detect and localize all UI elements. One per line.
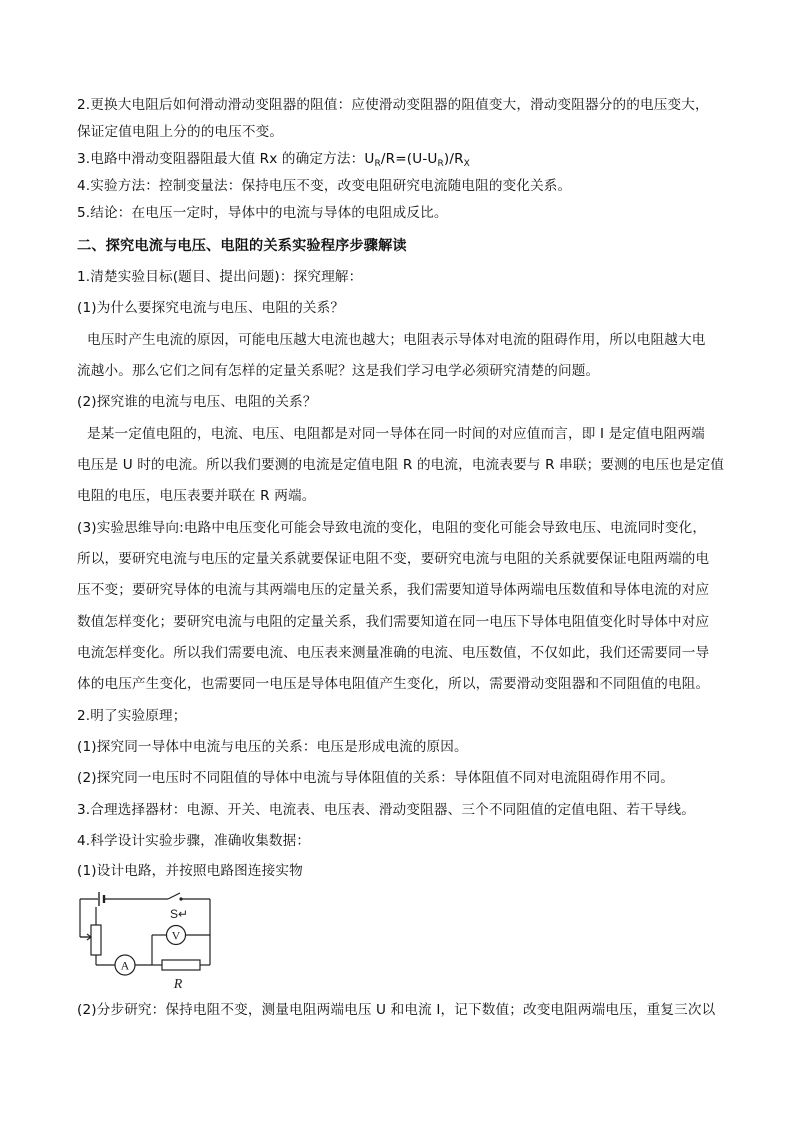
paragraph-line: 2.明了实验原理； xyxy=(77,708,187,724)
battery-icon xyxy=(99,892,104,906)
paragraph-line: 电压是 U 时的电流。所以我们要测的电流是定值电阻 R 的电流，电流表要与 R 串联；要测的电压也是定值 xyxy=(77,457,725,473)
rheostat-icon xyxy=(80,925,101,955)
paragraph-line: (3)实验思维导向:电路中电压变化可能会导致电流的变化，电阻的变化可能会导致电压、电流同时变化， xyxy=(77,520,707,536)
paragraph-line: (1)设计电路，并按照电路图连接实物 xyxy=(77,863,303,879)
switch-contact-icon xyxy=(179,897,182,900)
paragraph-line: 电压时产生电流的原因，可能电压越大电流也越大；电阻表示导体对电流的阻碍作用，所以电阻越大电 xyxy=(87,332,706,348)
paragraph-line: 4.实验方法：控制变量法：保持电压不变，改变电阻研究电流随电阻的变化关系。 xyxy=(77,178,572,194)
paragraph-line: 1.清楚实验目标(题目、提出问题)：探究理解： xyxy=(77,269,363,285)
circuit-diagram xyxy=(70,887,220,995)
paragraph-line: 5.结论：在电压一定时，导体中的电流与导体的电阻成反比。 xyxy=(77,205,448,221)
paragraph-line: 保证定值电阻上分的的电压不变。 xyxy=(77,124,284,140)
paragraph-line: 体的电压产生变化，也需要同一电压是导体电阻值产生变化，所以，需要滑动变阻器和不同阻值的电阻。 xyxy=(77,676,710,692)
paragraph-line: 4.科学设计实验步骤，准确收集数据： xyxy=(77,833,311,849)
paragraph-line: 3.合理选择器材：电源、开关、电流表、电压表、滑动变阻器、三个不同阻值的定值电阻、若干导线。 xyxy=(77,802,695,818)
paragraph-line: 所以，要研究电流与电压的定量关系就要保证电阻不变，要研究电流与电阻的关系就要保证电阻两端的电 xyxy=(77,551,710,567)
paragraph-line: 电阻的电压，电压表要并联在 R 两端。 xyxy=(77,488,316,504)
paragraph-line: (2)探究谁的电流与电压、电阻的关系？ xyxy=(77,394,317,410)
paragraph-line: (1)探究同一导体中电流与电压的关系：电压是形成电流的原因。 xyxy=(77,739,468,755)
paragraph-line: (2)分步研究：保持电阻不变，测量电阻两端电压 U 和电流 I，记下数值；改变电阻两端电压，重复三次以 xyxy=(77,1002,716,1018)
paragraph-line: 数值怎样变化；要研究电流与电阻的定量关系，我们需要知道在同一电压下导体电阻值变化时导体中对应 xyxy=(77,614,710,630)
voltmeter-label: V xyxy=(171,928,181,943)
paragraph-line: 流越小。那么它们之间有怎样的定量关系呢？这是我们学习电学必须研究清楚的问题。 xyxy=(77,363,600,379)
ammeter-label: A xyxy=(120,958,130,973)
paragraph-line: 是某一定值电阻的，电流、电压、电阻都是对同一导体在同一时间的对应值而言，即 I 是定值电阻两端 xyxy=(87,426,705,442)
paragraph-line: (2)探究同一电压时不同阻值的导体中电流与导体阻值的关系：导体阻值不同对电流阻碍作用不同。 xyxy=(77,770,674,786)
formula-line: 3.电路中滑动变阻器阻最大值 Rx 的确定方法：$U_R/R=(U-U_R)/R_X$ xyxy=(77,151,470,169)
resistor-icon xyxy=(162,960,200,970)
paragraph-line: 2.更换大电阻后如何滑动滑动变阻器的阻值：应使滑动变阻器的阻值变大，滑动变阻器分的的电压变大， xyxy=(77,97,709,113)
section-heading: 二、探究电流与电压、电阻的关系实验程序步骤解读 xyxy=(77,238,407,254)
resistor-label: R xyxy=(173,977,183,992)
paragraph-line: 压不变；要研究导体的电流与其两端电压的定量关系，我们需要知道导体两端电压数值和导体电流的对应 xyxy=(77,582,710,598)
paragraph-line: (1)为什么要探究电流与电压、电阻的关系？ xyxy=(77,300,345,316)
switch-label: S↵ xyxy=(170,907,189,921)
paragraph-line: 电流怎样变化。所以我们需要电流、电压表来测量准确的电流、电压数值，不仅如此，我们还需要同一导 xyxy=(77,645,710,661)
